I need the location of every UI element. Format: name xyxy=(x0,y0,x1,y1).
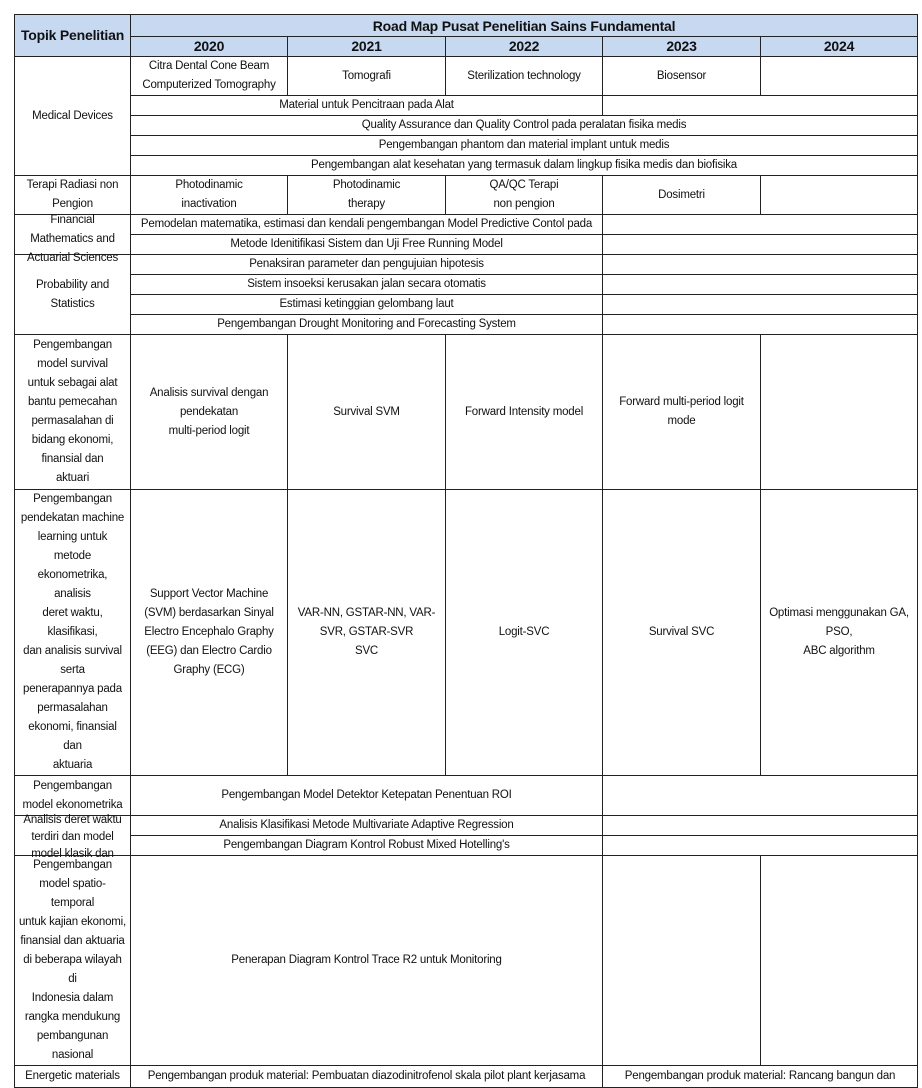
cell-medical-2022: Sterilization technology xyxy=(446,57,603,96)
empty-cell xyxy=(603,255,918,275)
cell-ml-2024: Optimasi menggunakan GA, PSO, ABC algorithm xyxy=(761,490,918,776)
cell-medical-2021: Tomografi xyxy=(288,57,446,96)
topic-ekonometrika: Pengembangan model ekonometrika xyxy=(15,776,131,816)
topic-spatio-temporal: Pengembangan model spatio-temporal untuk kajian ekonomi, finansial dan aktuaria di beberapa wilayah di Indonesia dalam rangka mendukung pembangunan nasional xyxy=(15,856,131,1066)
topic-financial xyxy=(15,214,131,264)
year-header-2020: 2020 xyxy=(131,37,288,57)
empty-cell xyxy=(603,776,918,816)
year-header-2022: 2022 xyxy=(446,37,603,57)
topic-machine-learning: Pengembangan pendekatan machine learning untuk metode ekonometrika, analisis deret waktu, klasifikasi, dan analisis survival serta penerapannya pada permasalahan ekonomi, finansial dan aktuaria xyxy=(15,490,131,776)
cell-terapi-2021: Photodinamic therapy xyxy=(288,176,446,215)
empty-cell xyxy=(603,816,918,836)
topic-probability: Probability and Statistics xyxy=(15,255,131,335)
cell-survival-2024 xyxy=(761,335,918,490)
cell-medical-2020: Citra Dental Cone Beam Computerized Tomography xyxy=(131,57,288,96)
cell-ml-2021: VAR-NN, GSTAR-NN, VAR- SVR, GSTAR-SVR SVC xyxy=(288,490,446,776)
roadmap-title: Road Map Pusat Penelitian Sains Fundamental xyxy=(131,15,918,37)
empty-cell xyxy=(603,315,918,335)
cell-survival-2020: Analisis survival dengan pendekatan multi-period logit xyxy=(131,335,288,490)
cell-terapi-2020: Photodinamic inactivation xyxy=(131,176,288,215)
span-probability-drought: Pengembangan Drought Monitoring and Forecasting System xyxy=(131,315,603,335)
empty-cell xyxy=(603,235,918,255)
cell-terapi-2024 xyxy=(761,176,918,215)
cell-medical-2024 xyxy=(761,57,918,96)
year-header-2021: 2021 xyxy=(288,37,446,57)
empty-cell xyxy=(603,215,918,235)
empty-cell xyxy=(603,295,918,315)
roadmap-table xyxy=(14,14,918,1088)
span-probability-gelombang: Estimasi ketinggian gelombang laut xyxy=(131,295,603,315)
year-header-2023: 2023 xyxy=(603,37,761,57)
year-header-2024: 2024 xyxy=(761,37,918,57)
topic-survival: Pengembangan model survival untuk sebagai alat bantu pemecahan permasalahan di bidang ekonomi, finansial dan aktuari xyxy=(15,335,131,490)
cell-ml-2020: Support Vector Machine (SVM) berdasarkan Sinyal Electro Encephalo Graphy (EEG) dan Electro Cardio Graphy (ECG) xyxy=(131,490,288,776)
cell-spatio-2024 xyxy=(761,856,918,1066)
span-energetic-diazodinitrofenol: Pengembangan produk material: Pembuatan diazodinitrofenol skala pilot plant kerjasama xyxy=(131,1066,603,1088)
cell-medical-2023: Biosensor xyxy=(603,57,761,96)
topic-deret-waktu-text: Analisis deret waktu terdiri dan model model klasik dan xyxy=(23,814,122,860)
empty-cell xyxy=(603,275,918,295)
topic-financial-text: Financial Mathematics and Actuarial Sciences xyxy=(27,214,118,264)
span-probability-inspeksi: Sistem insoeksi kerusakan jalan secara otomatis xyxy=(131,275,603,295)
span-deret-mars: Analisis Klasifikasi Metode Multivariate Adaptive Regression xyxy=(131,816,603,836)
span-medical-phantom: Pengembangan phantom dan material implant untuk medis xyxy=(131,136,918,156)
cell-terapi-2022: QA/QC Terapi non pengion xyxy=(446,176,603,215)
topic-terapi-radiasi: Terapi Radiasi non Pengion xyxy=(15,176,131,215)
cell-survival-2022: Forward Intensity model xyxy=(446,335,603,490)
topic-deret-waktu xyxy=(15,814,131,860)
cell-survival-2023: Forward multi-period logit mode xyxy=(603,335,761,490)
span-spatio-trace: Penerapan Diagram Kontrol Trace R2 untuk Monitoring xyxy=(131,856,603,1066)
empty-cell xyxy=(603,836,918,856)
span-financial-metode: Metode Idenitifikasi Sistem dan Uji Free Running Model xyxy=(131,235,603,255)
span-ekonometrika-roi: Pengembangan Model Detektor Ketepatan Penentuan ROI xyxy=(131,776,603,816)
cell-terapi-2023: Dosimetri xyxy=(603,176,761,215)
empty-cell xyxy=(603,96,918,116)
span-deret-hotelling: Pengembangan Diagram Kontrol Robust Mixed Hotelling's xyxy=(131,836,603,856)
topic-column-header: Topik Penelitian xyxy=(15,15,131,57)
topic-energetic-materials: Energetic materials xyxy=(15,1066,131,1088)
cell-ml-2023: Survival SVC xyxy=(603,490,761,776)
span-medical-alat-kesehatan: Pengembangan alat kesehatan yang termasuk dalam lingkup fisika medis dan biofisika xyxy=(131,156,918,176)
span-energetic-rancang-bangun: Pengembangan produk material: Rancang bangun dan xyxy=(603,1066,918,1088)
topic-medical-devices: Medical Devices xyxy=(15,57,131,176)
cell-survival-2021: Survival SVM xyxy=(288,335,446,490)
span-financial-pemodelan: Pemodelan matematika, estimasi dan kendali pengembangan Model Predictive Contol pada xyxy=(131,215,603,235)
span-probability-penaksiran: Penaksiran parameter dan pengujuian hipotesis xyxy=(131,255,603,275)
span-medical-qa-qc: Quality Assurance dan Quality Control pada peralatan fisika medis xyxy=(131,116,918,136)
span-medical-material: Material untuk Pencitraan pada Alat xyxy=(131,96,603,116)
cell-spatio-2023 xyxy=(603,856,761,1066)
cell-ml-2022: Logit-SVC xyxy=(446,490,603,776)
